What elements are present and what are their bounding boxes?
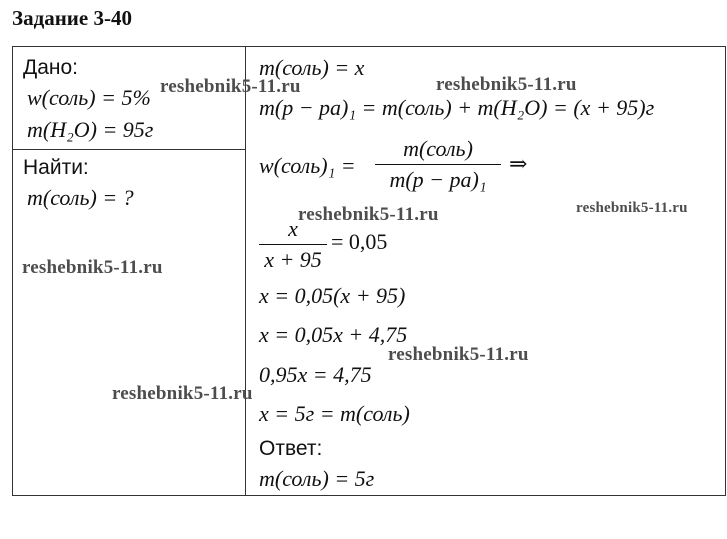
solution-line-3-lhs: w(соль)₁ = [259, 153, 356, 178]
column-divider [245, 47, 246, 495]
fraction-denominator: m(р − ра)₁ [389, 167, 487, 193]
solution-line-5: x = 0,05(x + 95) [259, 283, 406, 308]
fraction-numerator: m(соль) [403, 136, 473, 161]
row-divider [13, 149, 245, 150]
given-mass-fraction: w(соль) = 5% [27, 85, 151, 110]
watermark: reshebnik5-11.ru [436, 74, 577, 95]
solution-line-4-rhs: = 0,05 [331, 229, 388, 254]
implies-arrow: ⇒ [509, 151, 528, 176]
answer-label: Ответ: [259, 437, 323, 460]
solution-line-1: m(соль) = x [259, 55, 365, 80]
given-label: Дано: [23, 56, 79, 79]
watermark: reshebnik5-11.ru [112, 383, 253, 404]
watermark: reshebnik5-11.ru [160, 76, 301, 97]
watermark: reshebnik5-11.ru [298, 204, 439, 225]
watermark: reshebnik5-11.ru [576, 200, 688, 216]
solution-line-7: 0,95x = 4,75 [259, 362, 372, 387]
solution-line-6: x = 0,05x + 4,75 [259, 322, 408, 347]
fraction-bar [375, 164, 501, 165]
given-water-mass: m(H₂O) = 95г [27, 117, 154, 142]
answer-line: m(соль) = 5г [259, 466, 375, 491]
watermark: reshebnik5-11.ru [22, 257, 163, 278]
fraction-bar [259, 244, 327, 245]
solution-line-8: x = 5г = m(соль) [259, 401, 410, 426]
fraction-denominator: x + 95 [264, 247, 322, 273]
fraction-numerator: x [288, 216, 298, 241]
find-target: m(соль) = ? [27, 185, 134, 210]
solution-line-2: m(р − ра)₁ = m(соль) + m(H₂O) = (x + 95)г [259, 95, 655, 120]
watermark: reshebnik5-11.ru [388, 344, 529, 365]
page-title: Задание 3-40 [12, 6, 132, 30]
solution-line-3-fraction [375, 137, 501, 192]
find-label: Найти: [23, 156, 89, 179]
